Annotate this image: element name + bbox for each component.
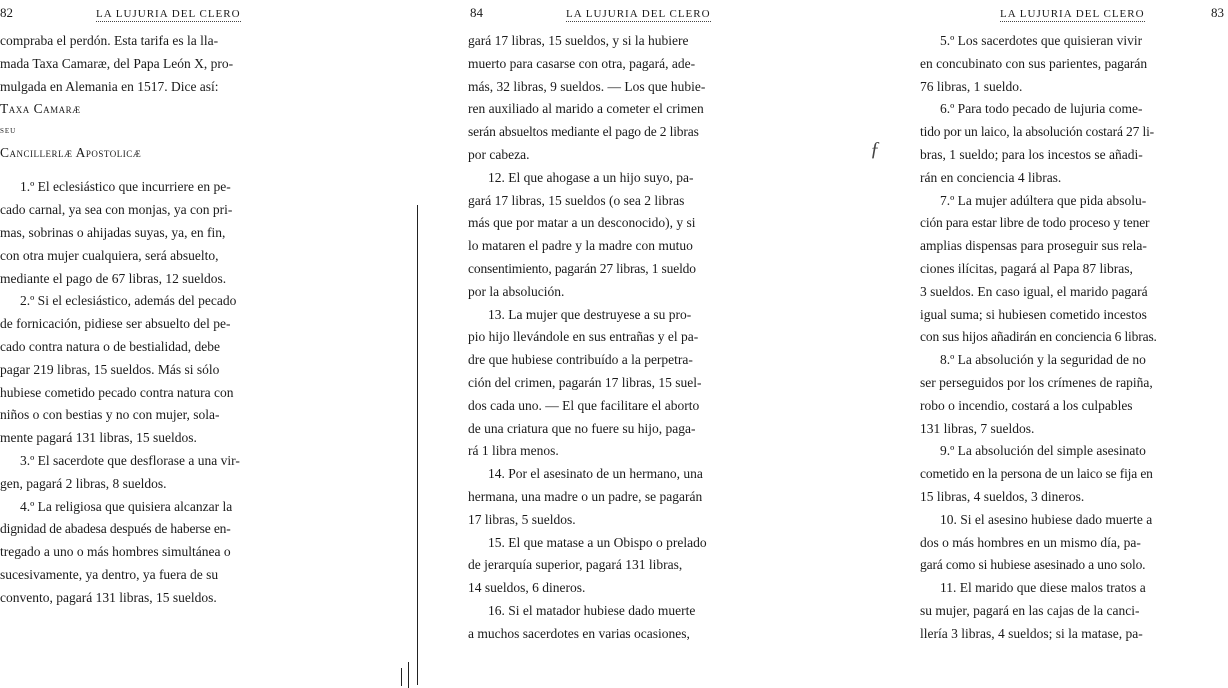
left-page bbox=[0, 0, 330, 610]
document-title-connector: seu bbox=[0, 125, 17, 137]
text-line: 76 libras, 1 sueldo. bbox=[920, 78, 1023, 94]
text-line: 16. Si el matador hubiese dado muerte bbox=[488, 602, 696, 618]
text-line: cado carnal, ya sea con monjas, ya con pri- bbox=[0, 202, 233, 218]
page-number: 84 bbox=[470, 5, 483, 20]
document-subtitle: Cancillerlæ Apostolicæ bbox=[0, 145, 142, 161]
text-line: por la absolución. bbox=[468, 283, 565, 299]
running-title: LA LUJURIA DEL CLERO bbox=[566, 8, 711, 20]
text-line: ción para estar libre de todo proceso y tener bbox=[920, 215, 1150, 231]
text-line: hubiese cometido pecado contra natura con bbox=[0, 384, 234, 400]
text-line: más, 32 libras, 9 sueldos. — Los que hubie- bbox=[468, 78, 706, 94]
text-line: convento, pagará 131 libras, 15 sueldos. bbox=[0, 589, 217, 605]
text-line: muerto para casarse con otra, pagará, ade- bbox=[468, 55, 696, 71]
text-line: tido por un laico, la absolución costará 27 li- bbox=[920, 124, 1155, 140]
text-line: por cabeza. bbox=[468, 146, 530, 162]
text-line: de una criatura que no fuere su hijo, paga- bbox=[468, 420, 696, 436]
text-line: ser perseguidos por los crímenes de rapiña, bbox=[920, 374, 1153, 390]
binding-mark bbox=[401, 668, 402, 686]
text-line: cado contra natura o de bestialidad, debe bbox=[0, 338, 221, 354]
text-line: igual suma; si hubiesen cometido incestos bbox=[920, 306, 1147, 322]
text-line: 9.º La absolución del simple asesinato bbox=[940, 443, 1146, 459]
text-line: su mujer, pagará en las cajas de la canci- bbox=[920, 602, 1140, 618]
text-line: 10. Si el asesino hubiese dado muerte a bbox=[940, 511, 1153, 527]
page-body bbox=[920, 30, 1228, 646]
text-line: consentimiento, pagarán 27 libras, 1 sueldo bbox=[468, 260, 696, 276]
text-line: compraba el perdón. Esta tarifa es la lla- bbox=[0, 33, 219, 48]
text-line: 14. Por el asesinato de un hermano, una bbox=[488, 466, 703, 482]
text-line: con sus hijos añadirán en conciencia 6 libras. bbox=[920, 329, 1157, 345]
page-divider bbox=[408, 662, 409, 688]
text-line: mediante el pago de 67 libras, 12 sueldos. bbox=[0, 270, 227, 286]
page-body bbox=[0, 30, 330, 610]
text-line: bras, 1 sueldo; para los incestos se añadi- bbox=[920, 146, 1143, 162]
text-line: dre que hubiese contribuído a la perpetra- bbox=[468, 352, 693, 368]
text-line: robo o incendio, costará a los culpables bbox=[920, 397, 1133, 413]
text-line: 5.º Los sacerdotes que quisieran vivir bbox=[940, 33, 1143, 48]
page-header bbox=[468, 0, 793, 30]
text-line: serán absueltos mediante el pago de 2 libras bbox=[468, 124, 699, 140]
text-line: de jerarquía superior, pagará 131 libras, bbox=[468, 557, 683, 573]
text-line: pio hijo llevándole en sus entrañas y el pa- bbox=[468, 329, 699, 345]
text-line: 13. La mujer que destruyese a su pro- bbox=[488, 306, 692, 322]
text-line: niños o con bestias y no con mujer, sola- bbox=[0, 407, 220, 423]
page-body bbox=[468, 30, 793, 646]
text-line: 6.º Para todo pecado de lujuria come- bbox=[940, 101, 1143, 117]
text-line: 2.º Si el eclesiástico, además del pecado bbox=[20, 293, 237, 309]
text-line: llería 3 libras, 4 sueldos; si la matase, pa- bbox=[920, 625, 1143, 641]
text-line: 15. El que matase a un Obispo o prelado bbox=[488, 534, 707, 550]
text-line: 3.º El sacerdote que desflorase a una vir- bbox=[20, 452, 240, 468]
text-line: mulgada en Alemania en 1517. Dice así: bbox=[0, 78, 219, 94]
text-line: rá 1 libra menos. bbox=[468, 443, 559, 459]
text-line: pagar 219 libras, 15 sueldos. Más si sólo bbox=[0, 361, 220, 377]
text-line: hermana, una madre o un padre, se pagarán bbox=[468, 488, 703, 504]
text-line: mas, sobrinas o ahijadas suyas, ya, en fin, bbox=[0, 224, 226, 240]
text-line: ciones ilícitas, pagará al Papa 87 libras, bbox=[920, 260, 1133, 276]
running-title: LA LUJURIA DEL CLERO bbox=[96, 8, 241, 20]
text-line: a muchos sacerdotes en varias ocasiones, bbox=[468, 625, 690, 641]
text-line: dignidad de abadesa después de haberse en- bbox=[0, 521, 231, 537]
text-line: ción del crimen, pagarán 17 libras, 15 suel- bbox=[468, 374, 702, 390]
text-line: 3 sueldos. En caso igual, el marido pagará bbox=[920, 283, 1148, 299]
running-title: LA LUJURIA DEL CLERO bbox=[1000, 8, 1145, 20]
text-line: más que por matar a un desconocido), y si bbox=[468, 215, 696, 231]
text-line: rán en conciencia 4 libras. bbox=[920, 169, 1062, 185]
text-line: cometido en la persona de un laico se fija en bbox=[920, 466, 1153, 482]
text-line: dos o más hombres en un mismo día, pa- bbox=[920, 534, 1141, 550]
page-header bbox=[920, 0, 1228, 30]
page-number: 83 bbox=[1211, 5, 1224, 20]
text-line: lo mataren el padre y la madre con mutuo bbox=[468, 238, 693, 254]
text-line: 12. El que ahogase a un hijo suyo, pa- bbox=[488, 169, 694, 185]
text-line: mada Taxa Camaræ, del Papa León X, pro- bbox=[0, 55, 234, 71]
document-title: Taxa Camaræ bbox=[0, 101, 81, 117]
text-line: de fornicación, pidiese ser absuelto del pe- bbox=[0, 316, 231, 332]
text-line: sucesivamente, ya dentro, ya fuera de su bbox=[0, 566, 219, 582]
text-line: gará como si hubiese asesinado a uno solo. bbox=[920, 557, 1146, 573]
text-line: ren auxiliado al marido a cometer el crimen bbox=[468, 101, 704, 117]
page-header bbox=[0, 0, 330, 30]
text-line: 17 libras, 5 sueldos. bbox=[468, 511, 576, 527]
text-line: tregado a uno o más hombres simultánea o bbox=[0, 544, 231, 560]
margin-annotation: ƒ bbox=[870, 138, 880, 160]
text-line: amplias dispensas para proseguir sus rela- bbox=[920, 238, 1147, 254]
text-line: en concubinato con sus parientes, pagarán bbox=[920, 55, 1148, 71]
text-line: 1.º El eclesiástico que incurriere en pe- bbox=[20, 179, 231, 195]
page-divider bbox=[417, 205, 418, 685]
text-line: 4.º La religiosa que quisiera alcanzar la bbox=[20, 498, 233, 514]
text-line: 131 libras, 7 sueldos. bbox=[920, 420, 1035, 436]
text-line: gará 17 libras, 15 sueldos, y si la hubiere bbox=[468, 33, 689, 48]
text-line: mente pagará 131 libras, 15 sueldos. bbox=[0, 430, 197, 446]
text-line: 8.º La absolución y la seguridad de no bbox=[940, 352, 1146, 368]
text-line: 11. El marido que diese malos tratos a bbox=[940, 580, 1146, 596]
text-line: dos cada uno. — El que facilitare el aborto bbox=[468, 397, 700, 413]
right-page bbox=[920, 0, 1228, 646]
text-line: 14 sueldos, 6 dineros. bbox=[468, 580, 586, 596]
text-line: 15 libras, 4 sueldos, 3 dineros. bbox=[920, 488, 1085, 504]
page-number: 82 bbox=[0, 5, 13, 20]
text-line: gen, pagará 2 libras, 8 sueldos. bbox=[0, 475, 167, 491]
text-line: con otra mujer cualquiera, será absuelto, bbox=[0, 247, 219, 263]
middle-page bbox=[468, 0, 793, 646]
text-line: 7.º La mujer adúltera que pida absolu- bbox=[940, 192, 1147, 208]
text-line: gará 17 libras, 15 sueldos (o sea 2 libras bbox=[468, 192, 685, 208]
